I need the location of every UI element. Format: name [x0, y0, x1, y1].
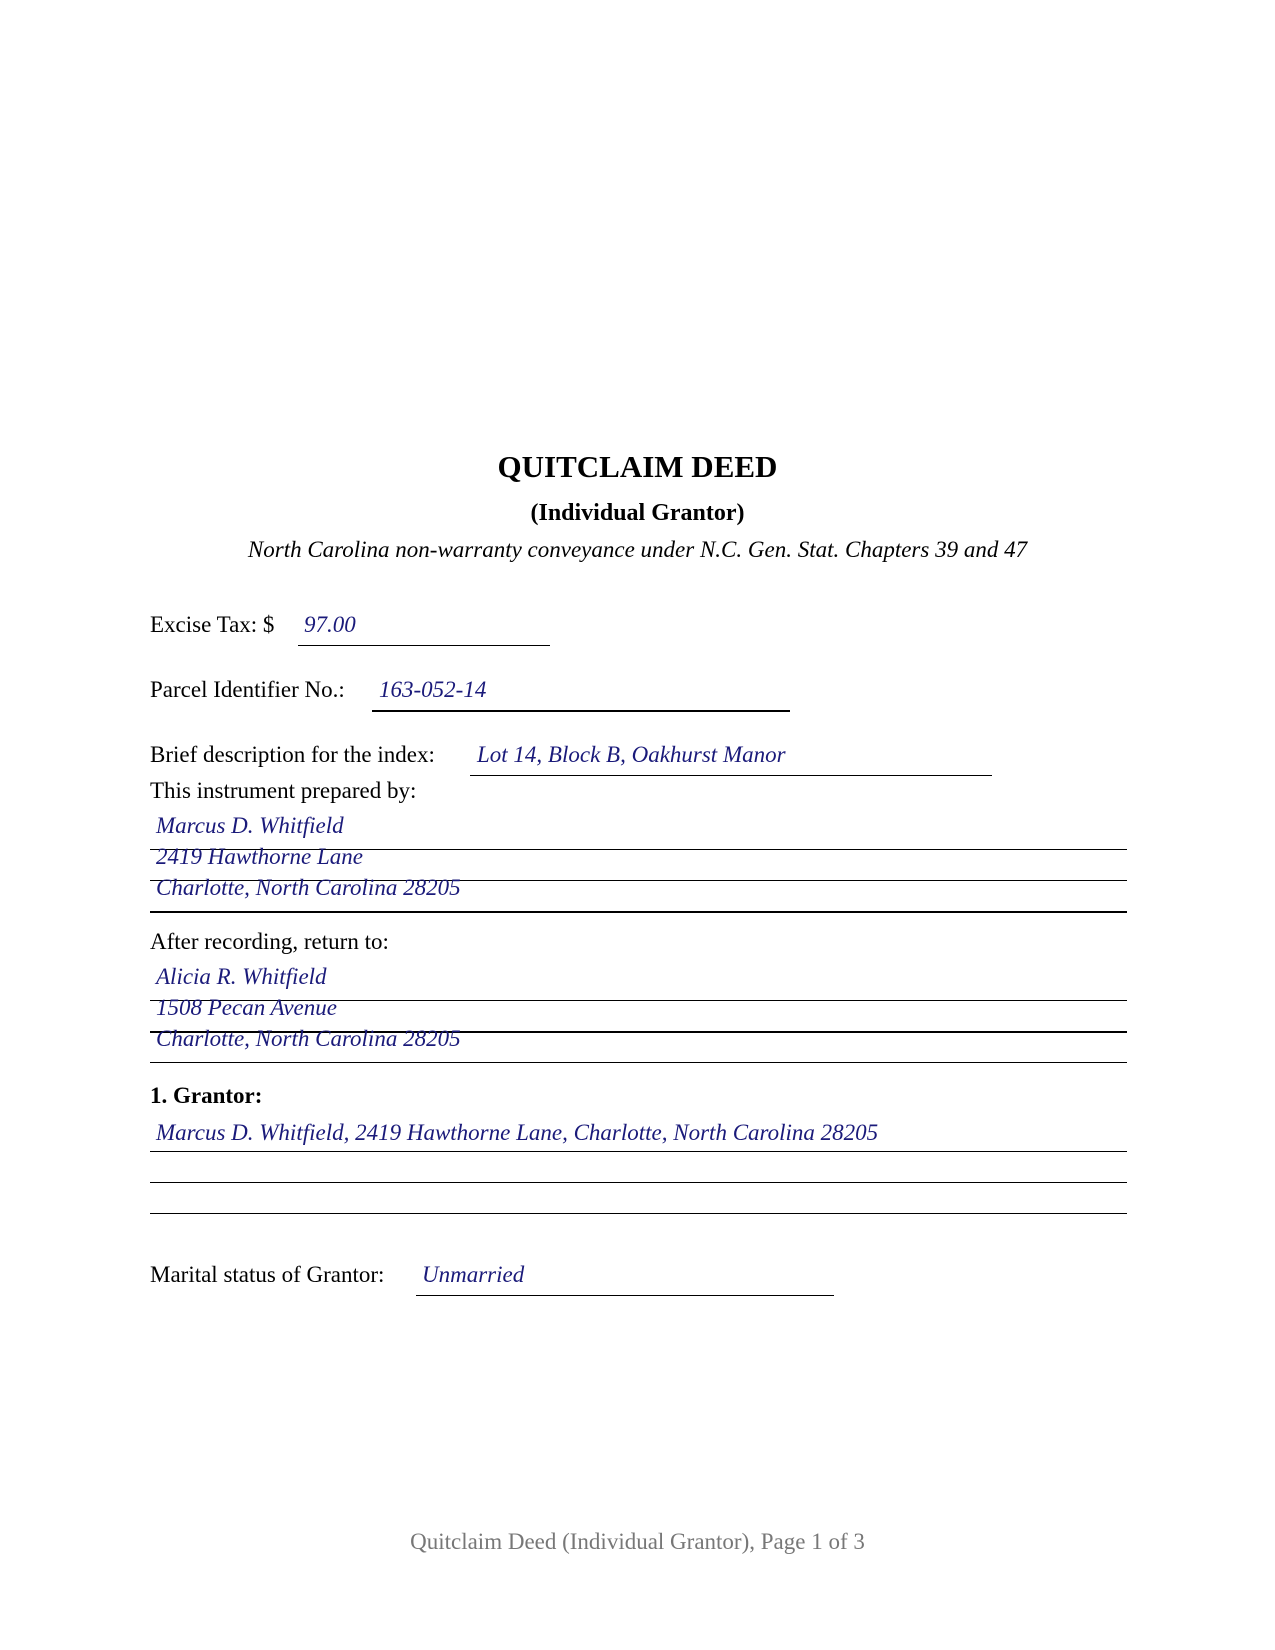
grantor-underline-1: [150, 1151, 1127, 1152]
marital-status-value[interactable]: Unmarried: [422, 1262, 525, 1287]
document-subtitle: (Individual Grantor): [530, 500, 745, 526]
excise-tax-underline: [298, 645, 550, 646]
prepared-by-line-3[interactable]: Charlotte, North Carolina 28205: [156, 875, 461, 900]
prepared-by-line-2[interactable]: 2419 Hawthorne Lane: [156, 844, 363, 869]
document-caption: North Carolina non-warranty conveyance under N.C. Gen. Stat. Chapters 39 and 47: [247, 537, 1028, 562]
page-footer: Quitclaim Deed (Individual Grantor), Page 1 of 3: [410, 1529, 865, 1554]
grantor-label: 1. Grantor:: [150, 1083, 263, 1108]
grantor-line-1[interactable]: Marcus D. Whitfield, 2419 Hawthorne Lane, Charlotte, North Carolina 28205: [156, 1120, 879, 1145]
brief-description-label: Brief description for the index:: [150, 742, 435, 767]
grantor-underline-3: [150, 1213, 1127, 1214]
return-to-underline-3: [150, 1062, 1127, 1063]
grantor-underline-2: [150, 1182, 1127, 1183]
prepared-by-line-1[interactable]: Marcus D. Whitfield: [156, 813, 344, 838]
marital-status-label: Marital status of Grantor:: [150, 1262, 385, 1287]
brief-description-value[interactable]: Lot 14, Block B, Oakhurst Manor: [477, 742, 786, 767]
prepared-by-underline-3: [150, 911, 1127, 913]
parcel-id-label: Parcel Identifier No.:: [150, 677, 345, 702]
parcel-id-underline: [372, 710, 790, 712]
brief-description-underline: [470, 775, 992, 776]
excise-tax-label: Excise Tax: $: [150, 612, 275, 637]
return-to-line-2[interactable]: 1508 Pecan Avenue: [156, 995, 337, 1020]
document-title: QUITCLAIM DEED: [497, 449, 778, 484]
parcel-id-value[interactable]: 163-052-14: [379, 677, 487, 702]
excise-tax-value[interactable]: 97.00: [304, 612, 356, 637]
return-to-label: After recording, return to:: [150, 929, 389, 954]
prepared-by-label: This instrument prepared by:: [150, 778, 417, 803]
marital-status-underline: [416, 1295, 834, 1296]
return-to-line-3[interactable]: Charlotte, North Carolina 28205: [156, 1026, 461, 1051]
return-to-line-1[interactable]: Alicia R. Whitfield: [156, 964, 327, 989]
